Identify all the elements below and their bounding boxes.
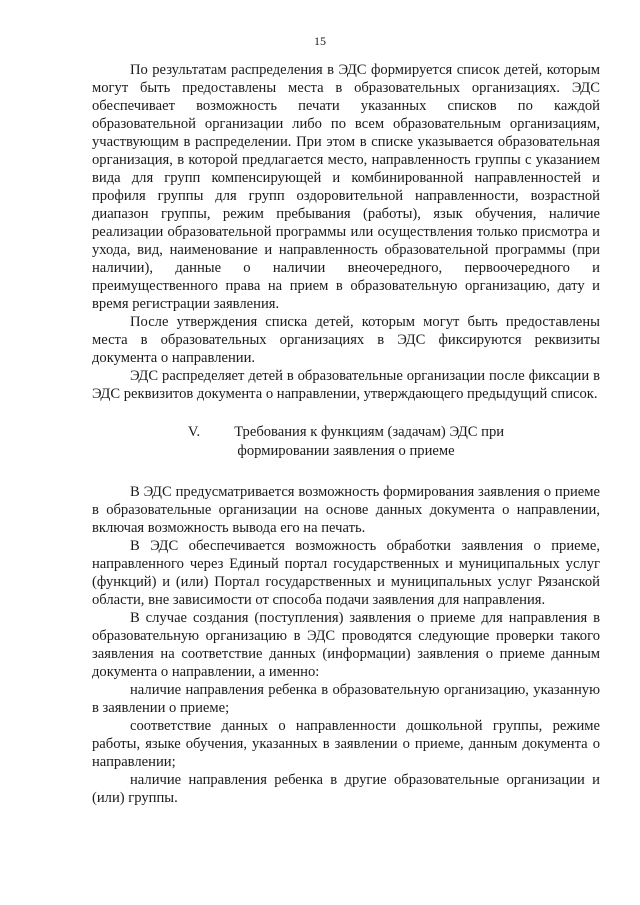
paragraph: ЭДС распределяет детей в образовательные организации после фиксации в ЭДС реквизитов документа о направлении, утверждающего предыдущий список. [92,368,600,402]
page-number: 15 [314,34,326,48]
list-item: наличие направления ребенка в другие образовательные организации и (или) группы. [92,772,600,806]
paragraph: По результатам распределения в ЭДС формируется список детей, которым могут быть предоставлены места в образовательных организациях. ЭДС обеспечивает возможность печати указанных списков по каждой образовательной организации либо по всем образовательным организациям, участвующим в распределении. При этом в списке указывается образовательная организация, в которой предлагается место, направленность группы с указанием вида для групп компенсирующей и комбинированной направленностей и профиля группы для групп оздоровительной направленности, возрастной диапазон группы, режим пребывания (работы), язык обучения, наличие реализации образовательной программы или осуществления только присмотра и ухода, вид, наименование и направленность образовательной программы (при наличии), данные о наличии внеочередного, первоочередного и преимущественного права на прием в образовательную организацию, дату и время регистрации заявления. [92,62,600,312]
paragraph: В ЭДС предусматривается возможность формирования заявления о приеме в образовательные организации на основе данных документа о направлении, включая возможность вывода его на печать. [92,484,600,536]
paragraph: После утверждения списка детей, которым могут быть предоставлены места в образовательных организациях в ЭДС фиксируются реквизиты документа о направлении. [92,314,600,366]
section-heading [92,423,600,461]
paragraph: В случае создания (поступления) заявления о приеме для направления в образовательную организацию в ЭДС проводятся следующие проверки такого заявления на соответствие данных (информации) заявления о приеме данным документа о направлении, а именно: [92,610,600,680]
paragraph: В ЭДС обеспечивается возможность обработки заявления о приеме, направленного через Единый портал государственных и муниципальных услуг (функций) и (или) Портал государственных и муниципальных услуг Рязанской области, вне зависимости от способа подачи заявления для направления. [92,538,600,608]
section-heading-line-1 [92,423,600,442]
list-item: соответствие данных о направленности дошкольной группы, режиме работы, языке обучения, указанных в заявлении о приеме, данным документа о направлении; [92,718,600,770]
document-body [92,61,600,807]
section-title-line-1: Требования к функциям (задачам) ЭДС при [234,424,505,440]
section-title-line-2: формировании заявления о приеме [237,443,455,459]
list-item: наличие направления ребенка в образовательную организацию, указанную в заявлении о приеме; [92,682,600,716]
section-number: V. [187,424,201,440]
